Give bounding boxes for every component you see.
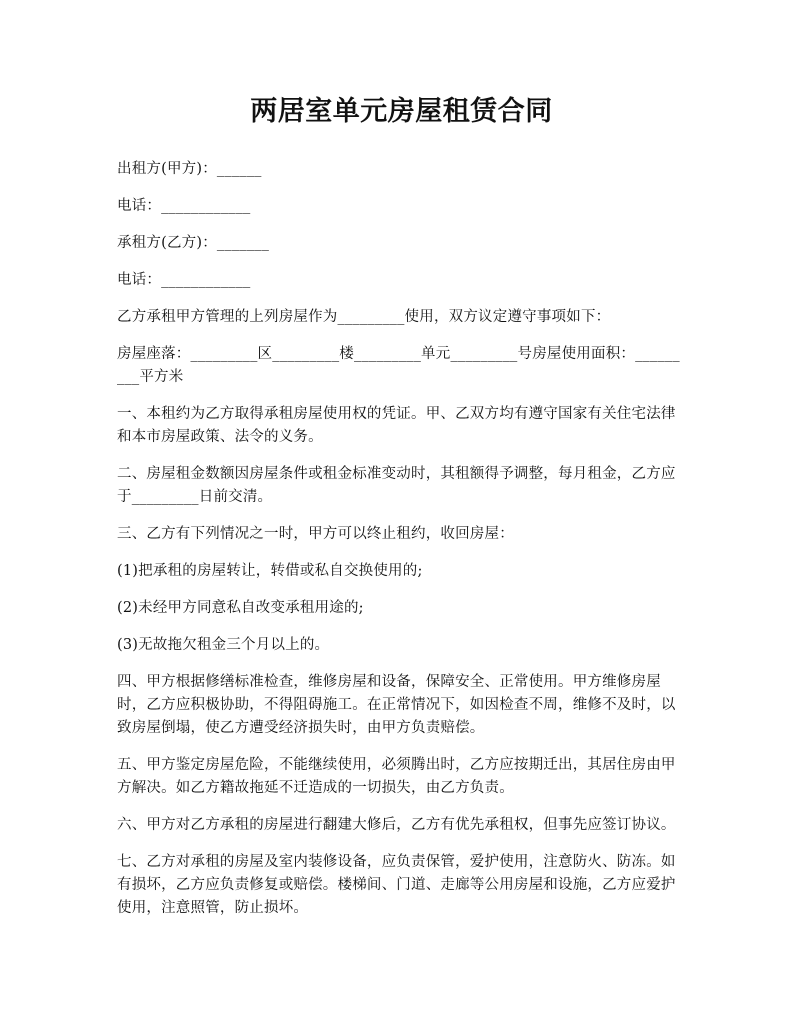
lessee-phone-field: 电话：____________ [117, 272, 251, 288]
clause-5: 五、甲方鉴定房屋危险，不能继续使用，必须腾出时，乙方应按期迁出，其居住房由甲方解决。如乙方籍故拖延不迁造成的一切损失，由乙方负责。 [117, 757, 676, 796]
clause-6: 六、甲方对乙方承租的房屋进行翻建大修后，乙方有优先承租权，但事先应签订协议。 [117, 817, 676, 833]
clause-3-item-1: (1)把承租的房屋转让，转借或私自交换使用的; [117, 563, 423, 579]
lessor-phone-field: 电话：____________ [117, 198, 251, 214]
clause-1: 一、本租约为乙方取得承租房屋使用权的凭证。甲、乙双方均有遵守国家有关住宅法律和本市房屋政策、法令的义务。 [117, 406, 676, 445]
clause-3: 三、乙方有下列情况之一时，甲方可以终止租约，收回房屋： [117, 526, 514, 542]
clause-4: 四、甲方根据修缮标准检查，维修房屋和设备，保障安全、正常使用。甲方维修房屋时，乙方应积极协助，不得阻碍施工。在正常情况下，如因检查不周，维修不及时，以致房屋倒塌，使乙方遭受经济损失时，由甲方负责赔偿。 [117, 674, 676, 736]
property-location: 房屋座落：_________区_________楼_________单元_________号房屋使用面积：_________平方米 [117, 346, 680, 385]
lessor-field: 出租方(甲方)：______ [117, 161, 262, 177]
clause-7: 七、乙方对承租的房屋及室内装修设备，应负责保管，爱护使用，注意防火、防冻。如有损坏，乙方应负责修复或赔偿。楼梯间、门道、走廊等公用房屋和设施，乙方应爱护使用，注意照管，防止损坏。 [117, 854, 676, 916]
clause-3-item-2: (2)未经甲方同意私自改变承租用途的; [117, 600, 364, 616]
clause-2: 二、房屋租金数额因房屋条件或租金标准变动时，其租额得予调整，每月租金，乙方应于_________日前交清。 [117, 466, 676, 505]
clause-3-item-3: (3)无故拖欠租金三个月以上的。 [117, 637, 330, 653]
lessee-field: 承租方(乙方)：_______ [117, 235, 270, 251]
usage-clause: 乙方承租甲方管理的上列房屋作为_________使用，双方议定遵守事项如下： [117, 309, 611, 325]
document-title: 两居室单元房屋租赁合同 [250, 96, 553, 127]
